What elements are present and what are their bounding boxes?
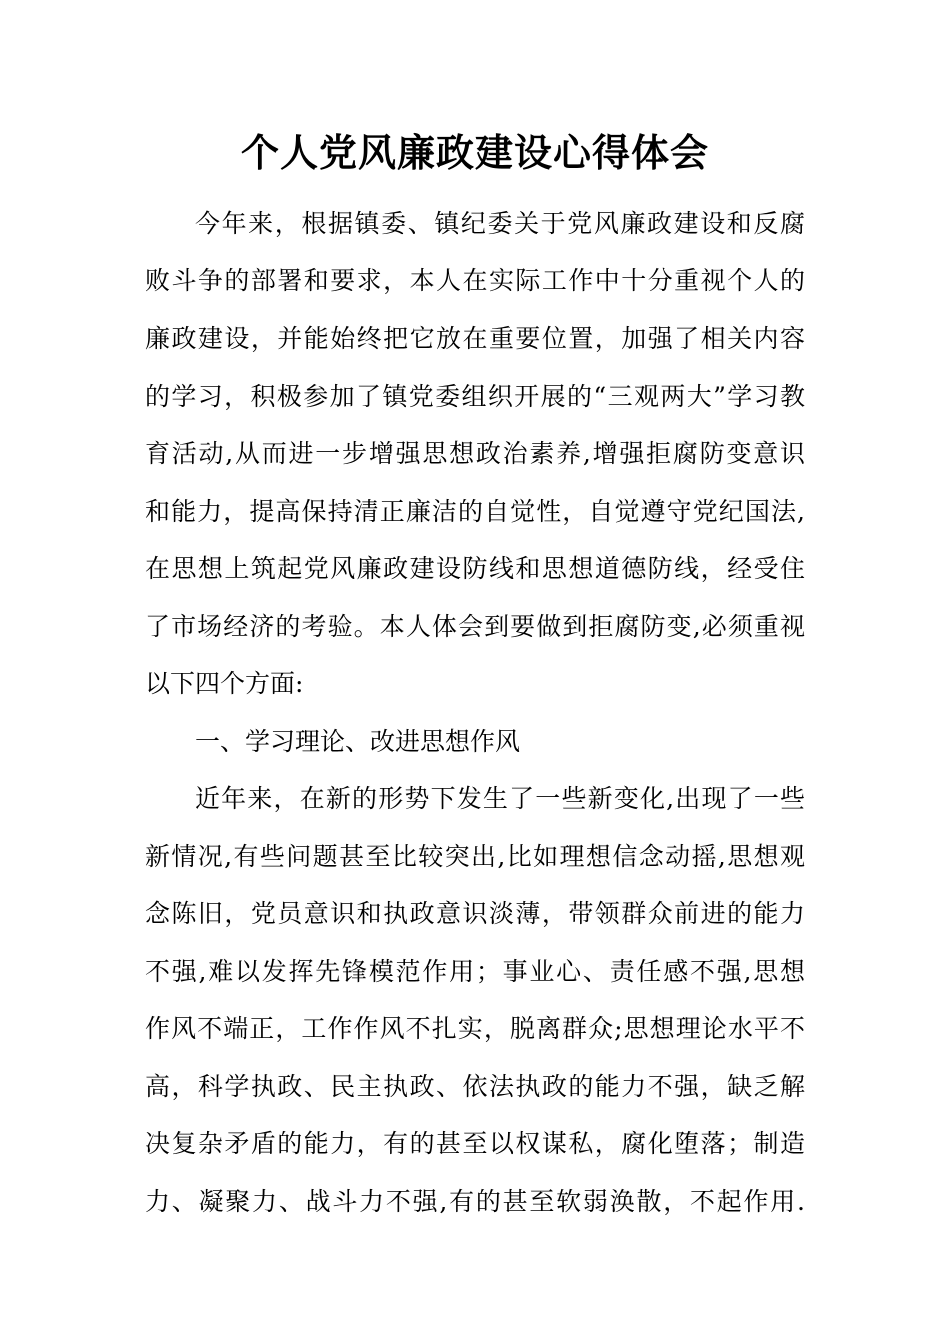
paragraph-2-line-5: 作风不端正，工作作风不扎实，脱离群众;思想理论水平不 bbox=[145, 1014, 805, 1043]
paragraph-1-line-5: 育活动,从而进一步增强思想政治素养,增强拒腐防变意识 bbox=[145, 439, 805, 468]
paragraph-1-line-4: 的学习，积极参加了镇党委组织开展的“三观两大”学习教 bbox=[145, 382, 805, 411]
paragraph-1-line-9: 以下四个方面: bbox=[145, 669, 304, 698]
paragraph-2-line-8: 力、凝聚力、战斗力不强,有的甚至软弱涣散，不起作用. bbox=[145, 1187, 805, 1216]
paragraph-2-line-6: 高，科学执政、民主执政、依法执政的能力不强，缺乏解 bbox=[145, 1072, 805, 1101]
paragraph-2-line-1: 近年来，在新的形势下发生了一些新变化,出现了一些 bbox=[195, 784, 805, 813]
paragraph-1-line-6: 和能力，提高保持清正廉洁的自觉性，自觉遵守党纪国法, bbox=[145, 497, 805, 526]
paragraph-1-line-7: 在思想上筑起党风廉政建设防线和思想道德防线，经受住 bbox=[145, 554, 805, 583]
section-heading-1: 一、学习理论、改进思想作风 bbox=[195, 727, 521, 756]
paragraph-1-line-1: 今年来，根据镇委、镇纪委关于党风廉政建设和反腐 bbox=[195, 209, 805, 238]
paragraph-2-line-4: 不强,难以发挥先锋模范作用；事业心、责任感不强,思想 bbox=[145, 957, 805, 986]
paragraph-2-line-2: 新情况,有些问题甚至比较突出,比如理想信念动摇,思想观 bbox=[145, 842, 805, 871]
paragraph-1-line-2: 败斗争的部署和要求，本人在实际工作中十分重视个人的 bbox=[145, 266, 805, 295]
paragraph-2-line-7: 决复杂矛盾的能力，有的甚至以权谋私，腐化堕落；制造 bbox=[145, 1129, 805, 1158]
paragraph-1-line-8: 了市场经济的考验。本人体会到要做到拒腐防变,必须重视 bbox=[145, 612, 805, 641]
document-title: 个人党风廉政建设心得体会 bbox=[240, 131, 709, 175]
paragraph-2-line-3: 念陈旧，党员意识和执政意识淡薄，带领群众前进的能力 bbox=[145, 899, 805, 928]
paragraph-1-line-3: 廉政建设，并能始终把它放在重要位置，加强了相关内容 bbox=[145, 324, 805, 353]
